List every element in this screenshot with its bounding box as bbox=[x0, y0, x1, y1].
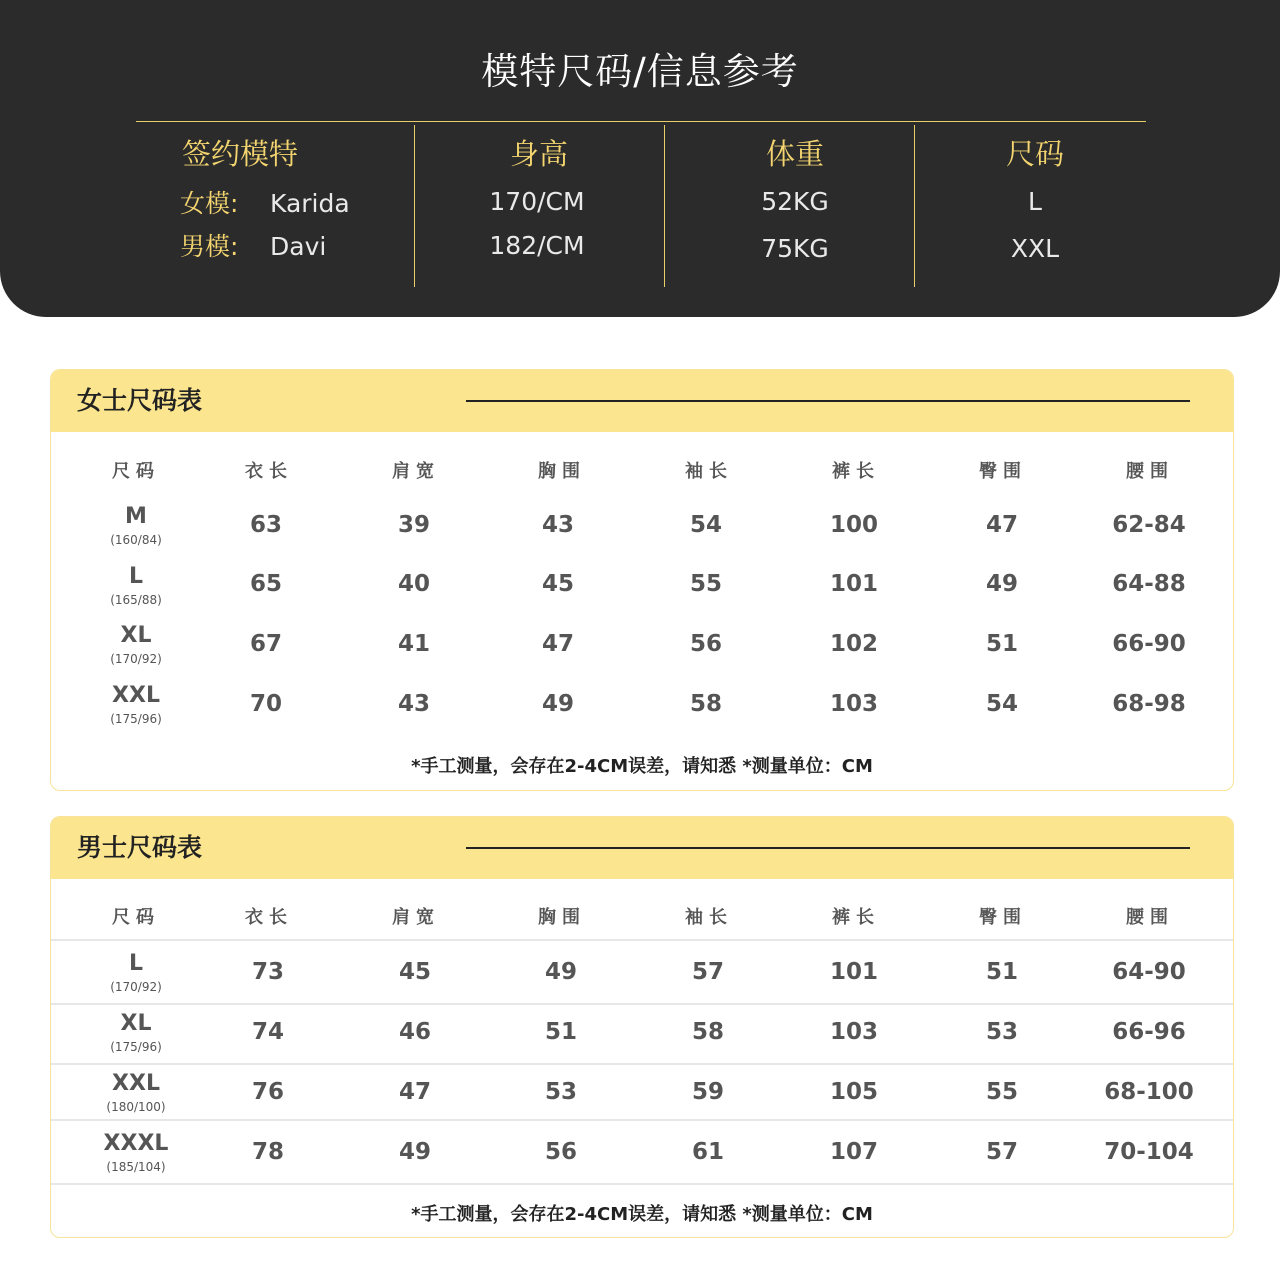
column-divider bbox=[664, 125, 665, 287]
cell-value: 55 bbox=[985, 1079, 1019, 1105]
model-info-divider bbox=[136, 121, 1146, 122]
cell-value: 41 bbox=[397, 631, 431, 657]
male-model-size: XXL bbox=[1010, 234, 1060, 263]
cell-value: 105 bbox=[829, 1079, 879, 1105]
cell-value: 46 bbox=[398, 1019, 432, 1045]
row-divider bbox=[51, 939, 1233, 941]
cell-value: 54 bbox=[689, 512, 723, 538]
male-model-weight: 75KG bbox=[761, 234, 829, 263]
row-divider bbox=[51, 1119, 1233, 1121]
header-height: 身高 bbox=[509, 137, 568, 171]
size-spec: (170/92) bbox=[110, 652, 162, 666]
cell-value: 40 bbox=[397, 571, 431, 597]
cell-value: 64-90 bbox=[1112, 959, 1186, 985]
cell-value: 47 bbox=[985, 512, 1019, 538]
men-size-table bbox=[50, 816, 1234, 1238]
cell-value: 51 bbox=[985, 631, 1019, 657]
size-spec: (170/92) bbox=[110, 980, 162, 994]
cell-value: 103 bbox=[829, 691, 879, 717]
col-header-size: 尺码 bbox=[112, 907, 160, 928]
row-divider bbox=[51, 1003, 1233, 1005]
size-spec: (175/96) bbox=[110, 712, 162, 726]
cell-value: 43 bbox=[541, 512, 575, 538]
size-label: XXL bbox=[112, 1071, 160, 1096]
size-spec: (185/104) bbox=[106, 1160, 166, 1174]
cell-value: 51 bbox=[985, 959, 1019, 985]
row-divider bbox=[51, 1183, 1233, 1185]
size-label: XXL bbox=[112, 683, 160, 708]
cell-value: 101 bbox=[829, 571, 879, 597]
col-header-sleeve: 袖长 bbox=[685, 907, 733, 928]
cell-value: 68-98 bbox=[1112, 691, 1186, 717]
female-model-name: Karida bbox=[270, 189, 350, 218]
cell-value: 56 bbox=[544, 1139, 578, 1165]
header-rule bbox=[466, 847, 1190, 849]
col-header-pants-length: 裤长 bbox=[832, 461, 880, 482]
cell-value: 49 bbox=[544, 959, 578, 985]
size-spec: (175/96) bbox=[110, 1040, 162, 1054]
male-model-label: 男模: bbox=[180, 232, 239, 261]
model-info-title: 模特尺码/信息参考 bbox=[481, 50, 799, 93]
cell-value: 43 bbox=[397, 691, 431, 717]
column-divider bbox=[914, 125, 915, 287]
col-header-chest: 胸围 bbox=[538, 461, 586, 482]
cell-value: 63 bbox=[249, 512, 283, 538]
model-info-panel bbox=[0, 0, 1280, 317]
cell-value: 47 bbox=[541, 631, 575, 657]
cell-value: 102 bbox=[829, 631, 879, 657]
cell-value: 58 bbox=[691, 1019, 725, 1045]
cell-value: 103 bbox=[829, 1019, 879, 1045]
size-spec: (180/100) bbox=[106, 1100, 166, 1114]
male-model-name: Davi bbox=[270, 232, 327, 261]
cell-value: 73 bbox=[251, 959, 285, 985]
cell-value: 53 bbox=[985, 1019, 1019, 1045]
cell-value: 57 bbox=[985, 1139, 1019, 1165]
col-header-chest: 胸围 bbox=[538, 907, 586, 928]
col-header-pants-length: 裤长 bbox=[832, 907, 880, 928]
cell-value: 49 bbox=[541, 691, 575, 717]
size-spec: (160/84) bbox=[110, 533, 162, 547]
cell-value: 59 bbox=[691, 1079, 725, 1105]
header-rule bbox=[466, 400, 1190, 402]
size-label: XXXL bbox=[103, 1131, 169, 1156]
cell-value: 49 bbox=[398, 1139, 432, 1165]
size-label: L bbox=[128, 564, 144, 589]
cell-value: 65 bbox=[249, 571, 283, 597]
measurement-note: *手工测量，会存在2-4CM误差，请知悉 *测量单位：CM bbox=[411, 1204, 873, 1225]
col-header-shoulder: 肩宽 bbox=[392, 907, 440, 928]
men-table-title: 男士尺码表 bbox=[77, 833, 203, 862]
col-header-length: 衣长 bbox=[245, 461, 293, 482]
size-label: L bbox=[128, 951, 144, 976]
cell-value: 78 bbox=[251, 1139, 285, 1165]
measurement-note: *手工测量，会存在2-4CM误差，请知悉 *测量单位：CM bbox=[411, 756, 873, 777]
col-header-size: 尺码 bbox=[112, 461, 160, 482]
cell-value: 67 bbox=[249, 631, 283, 657]
cell-value: 62-84 bbox=[1112, 512, 1186, 538]
cell-value: 51 bbox=[544, 1019, 578, 1045]
col-header-sleeve: 袖长 bbox=[685, 461, 733, 482]
women-size-table bbox=[50, 369, 1234, 791]
cell-value: 54 bbox=[985, 691, 1019, 717]
cell-value: 61 bbox=[691, 1139, 725, 1165]
col-header-length: 衣长 bbox=[245, 907, 293, 928]
cell-value: 53 bbox=[544, 1079, 578, 1105]
cell-value: 55 bbox=[689, 571, 723, 597]
size-label: XL bbox=[120, 1011, 152, 1036]
cell-value: 68-100 bbox=[1104, 1079, 1194, 1105]
female-model-weight: 52KG bbox=[761, 187, 829, 216]
men-table-header-bar bbox=[51, 817, 1233, 879]
cell-value: 66-96 bbox=[1112, 1019, 1186, 1045]
column-divider bbox=[414, 125, 415, 287]
cell-value: 74 bbox=[251, 1019, 285, 1045]
row-divider bbox=[51, 1063, 1233, 1065]
cell-value: 66-90 bbox=[1112, 631, 1186, 657]
cell-value: 49 bbox=[985, 571, 1019, 597]
col-header-waist: 腰围 bbox=[1126, 907, 1174, 928]
female-model-height: 170/CM bbox=[489, 187, 585, 216]
women-table-header-bar bbox=[51, 370, 1233, 432]
cell-value: 70-104 bbox=[1104, 1139, 1194, 1165]
cell-value: 45 bbox=[541, 571, 575, 597]
female-model-label: 女模: bbox=[180, 189, 239, 218]
header-size: 尺码 bbox=[1005, 137, 1064, 171]
cell-value: 64-88 bbox=[1112, 571, 1186, 597]
size-label: M bbox=[125, 504, 147, 529]
cell-value: 57 bbox=[691, 959, 725, 985]
cell-value: 47 bbox=[398, 1079, 432, 1105]
cell-value: 107 bbox=[829, 1139, 879, 1165]
cell-value: 76 bbox=[251, 1079, 285, 1105]
header-signed-model: 签约模特 bbox=[181, 137, 298, 171]
col-header-waist: 腰围 bbox=[1126, 461, 1174, 482]
header-weight: 体重 bbox=[765, 137, 824, 171]
female-model-size: L bbox=[1028, 187, 1042, 216]
size-label: XL bbox=[120, 623, 152, 648]
col-header-hip: 臀围 bbox=[979, 907, 1027, 928]
cell-value: 58 bbox=[689, 691, 723, 717]
size-spec: (165/88) bbox=[110, 593, 162, 607]
cell-value: 39 bbox=[397, 512, 431, 538]
cell-value: 100 bbox=[829, 512, 879, 538]
women-table-title: 女士尺码表 bbox=[77, 386, 203, 415]
cell-value: 70 bbox=[249, 691, 283, 717]
col-header-hip: 臀围 bbox=[979, 461, 1027, 482]
cell-value: 101 bbox=[829, 959, 879, 985]
male-model-height: 182/CM bbox=[489, 231, 585, 260]
col-header-shoulder: 肩宽 bbox=[392, 461, 440, 482]
cell-value: 45 bbox=[398, 959, 432, 985]
cell-value: 56 bbox=[689, 631, 723, 657]
